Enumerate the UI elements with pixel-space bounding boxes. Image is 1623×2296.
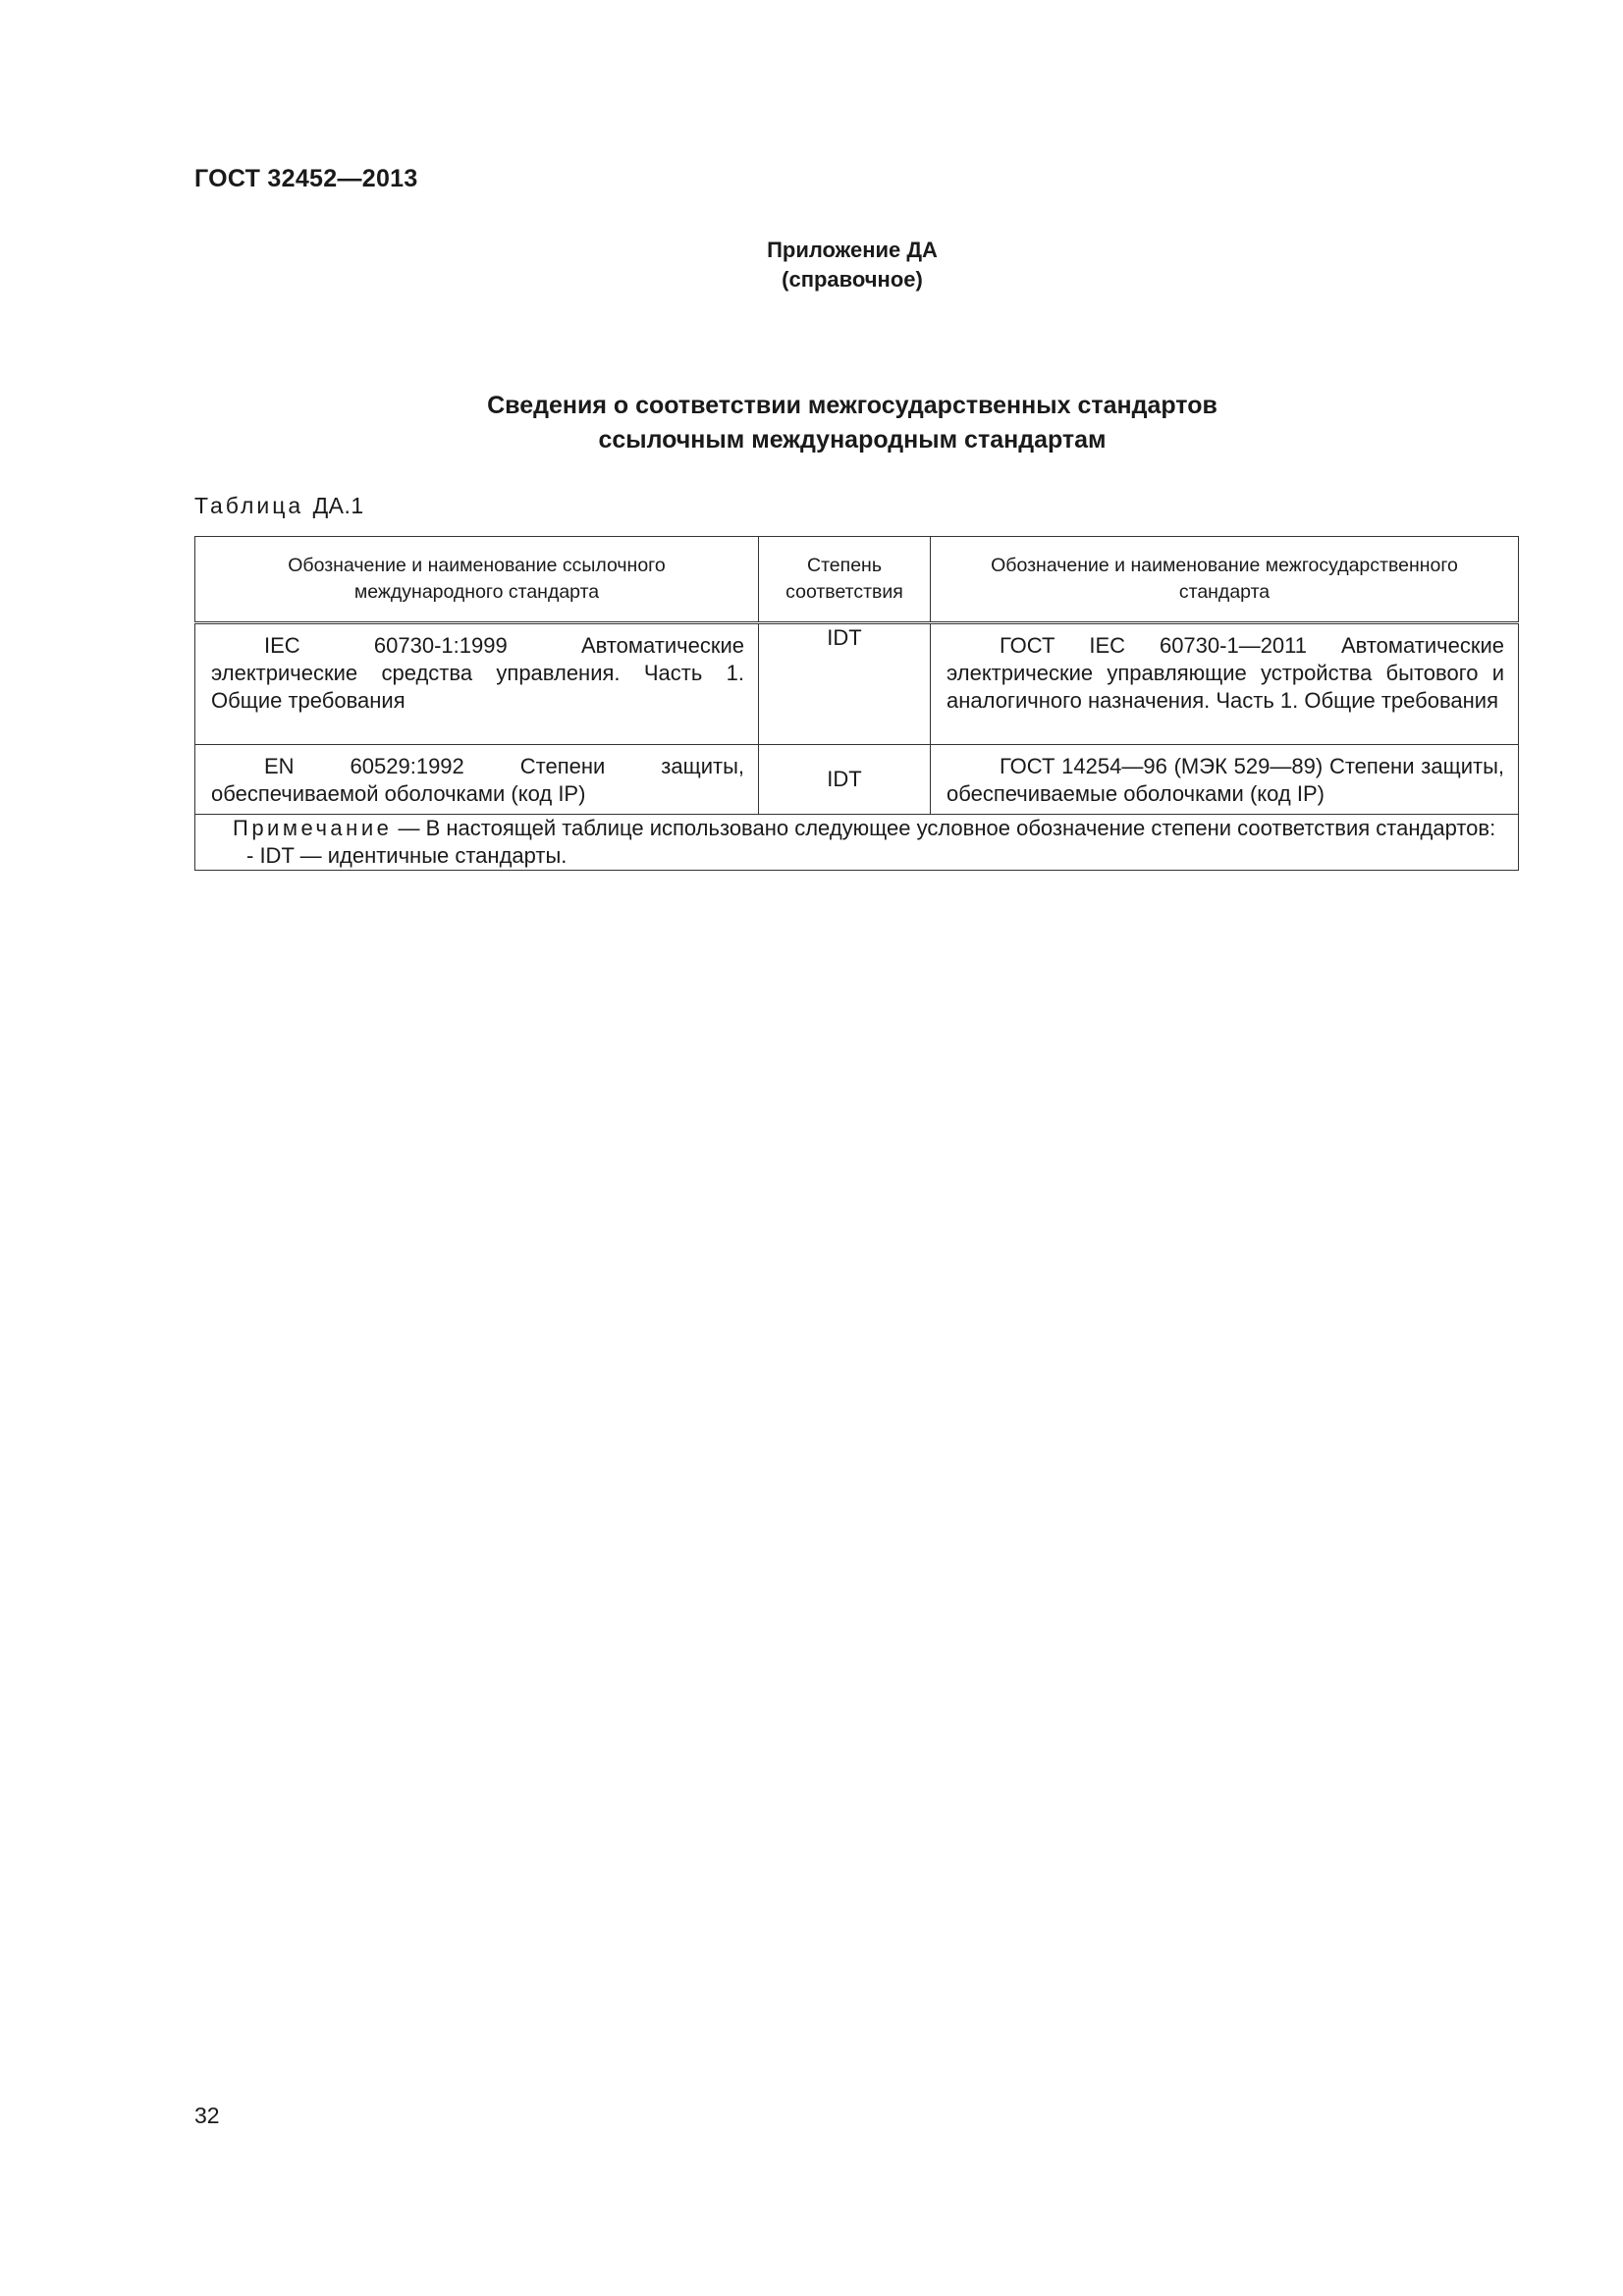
- appendix-heading: [687, 236, 1017, 294]
- header-interstate-standard: Обозначение и наименование межгосударственного стандарта: [931, 537, 1519, 623]
- document-title: [295, 389, 1410, 457]
- document-title-line-1: Сведения о соответствии межгосударственных стандартов: [487, 392, 1217, 419]
- table-note: [195, 815, 1519, 871]
- note-list-item: - IDT — идентичные стандарты.: [246, 843, 568, 868]
- note-label: Примечание: [233, 816, 393, 840]
- cell-interstate: [931, 745, 1519, 815]
- document-title-line-2: ссылочным международным стандартам: [598, 426, 1107, 454]
- cell-interstate-text: ГОСТ 14254—96 (МЭК 529—89) Степени защиты, обеспечиваемые оболочками (код IP): [947, 754, 1504, 806]
- cell-degree: IDT: [759, 623, 931, 745]
- table-header-row: [195, 537, 1519, 623]
- table-caption-label: Таблица: [194, 493, 304, 518]
- header-degree: Степень соответствия: [759, 537, 931, 623]
- table-note-row: [195, 815, 1519, 871]
- cell-interstate-text: ГОСТ IEC 60730-1—2011 Автоматические электрические управляющие устройства бытового и аналогичного назначения. Часть 1. Общие требования: [947, 633, 1504, 713]
- table-caption: [194, 493, 364, 519]
- appendix-title: Приложение ДА: [767, 238, 938, 262]
- standards-table: [194, 536, 1519, 871]
- table-row: [195, 745, 1519, 815]
- table-row: [195, 623, 1519, 745]
- table-caption-number: ДА.1: [312, 493, 364, 518]
- document-code: ГОСТ 32452—2013: [194, 165, 418, 192]
- page-number: 32: [194, 2103, 220, 2128]
- cell-international-text: IEC 60730-1:1999 Автоматические электрические средства управления. Часть 1. Общие требования: [211, 633, 744, 713]
- appendix-subtitle: (справочное): [782, 267, 923, 292]
- cell-international: [195, 623, 759, 745]
- cell-interstate: [931, 623, 1519, 745]
- cell-international: [195, 745, 759, 815]
- cell-international-text: EN 60529:1992 Степени защиты, обеспечиваемой оболочками (код IP): [211, 754, 744, 806]
- note-body: — В настоящей таблице использовано следующее условное обозначение степени соответствия стандартов:: [398, 816, 1496, 840]
- note-text: [195, 815, 1518, 842]
- cell-degree: IDT: [759, 745, 931, 815]
- header-international-standard: Обозначение и наименование ссылочного международного стандарта: [195, 537, 759, 623]
